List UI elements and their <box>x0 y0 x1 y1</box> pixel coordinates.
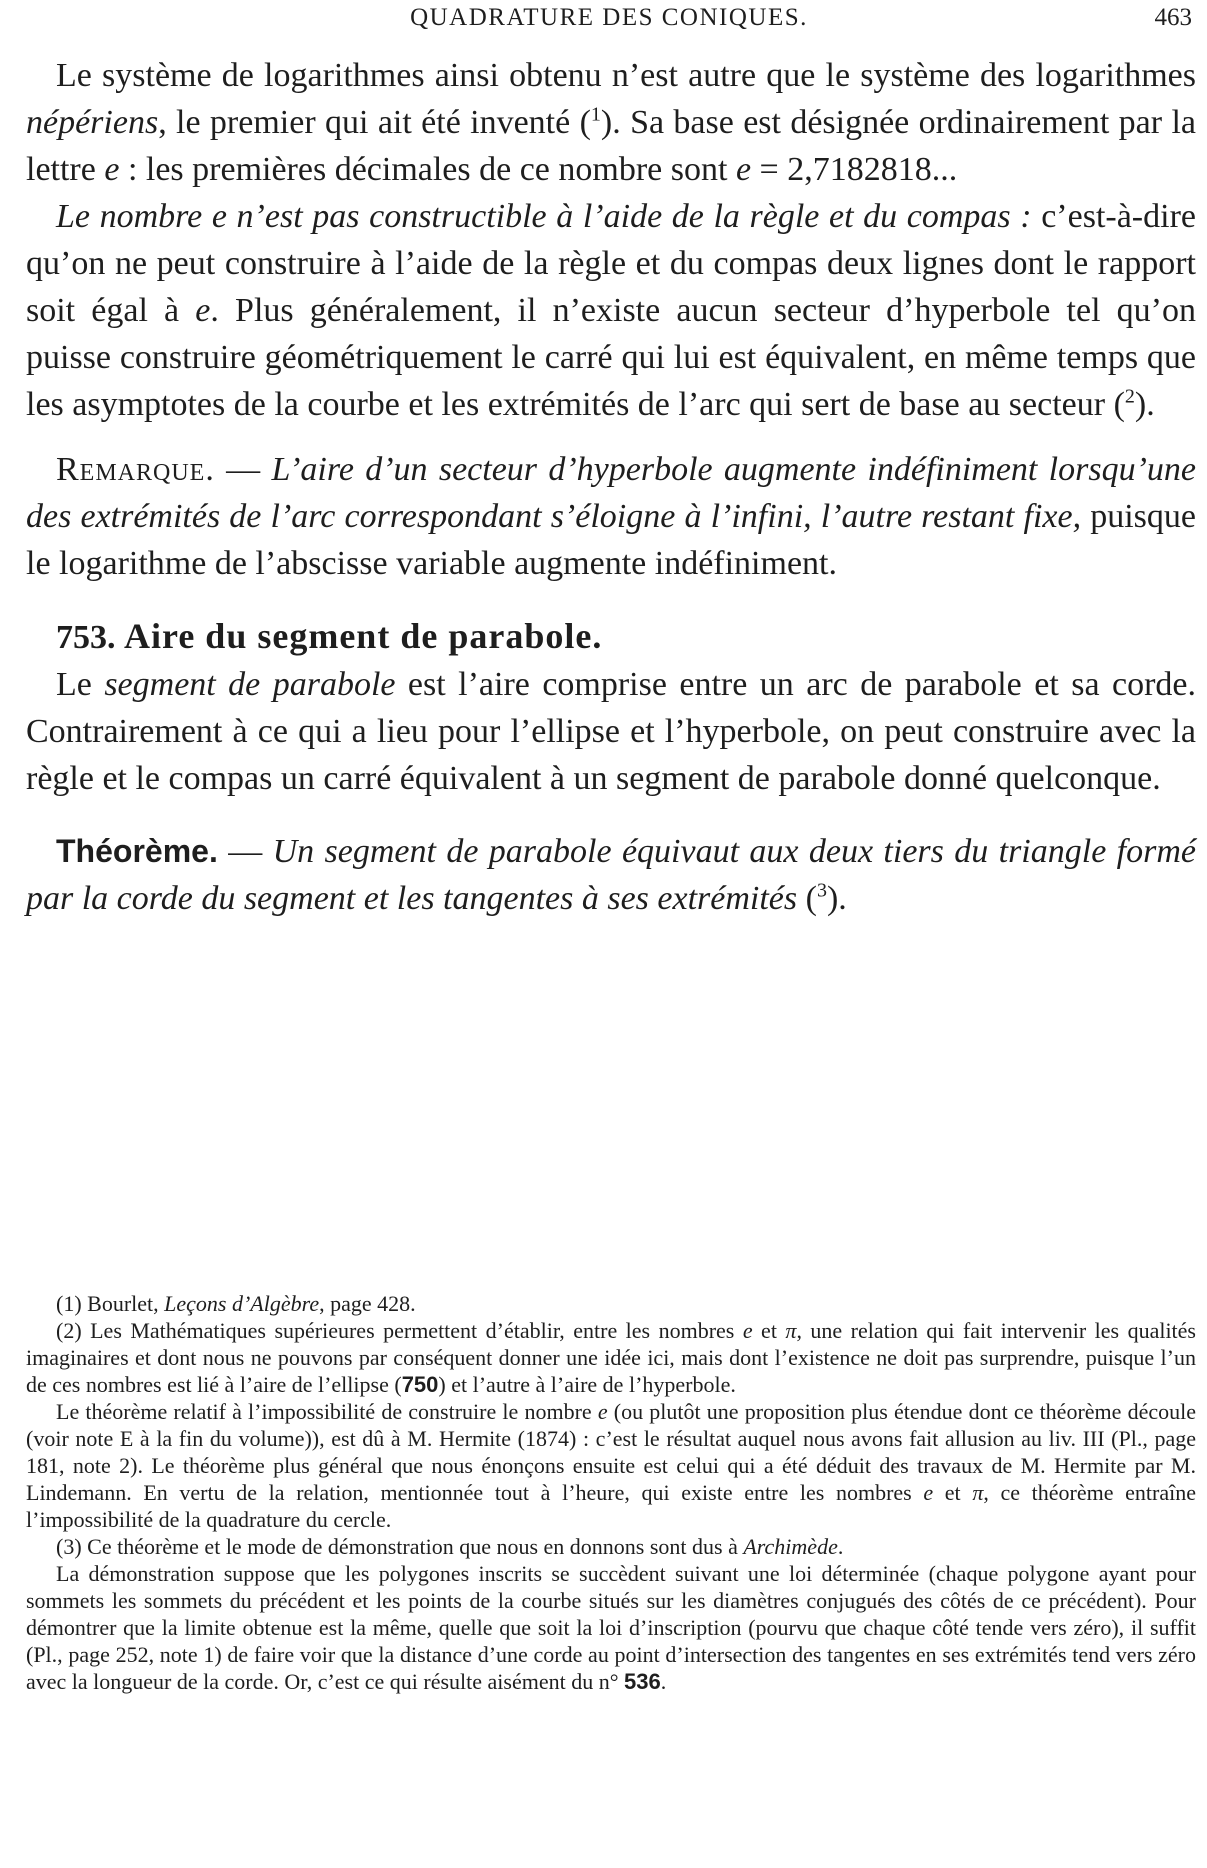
math-symbol: π <box>972 1480 984 1505</box>
running-header <box>24 0 1194 36</box>
math-symbol: π <box>785 1318 797 1343</box>
math-symbol: e <box>195 292 211 329</box>
footnote-2-continued <box>26 1398 1196 1533</box>
text-run: : les premières décimales de ce nombre sont <box>119 151 736 188</box>
text-run: (2) Les Mathématiques supérieures permettent d’établir, entre les nombres <box>56 1318 743 1343</box>
italic-term: segment de parabole <box>104 666 396 703</box>
text-run: Le <box>56 666 105 703</box>
footnote-2 <box>26 1317 1196 1398</box>
footnote-1 <box>26 1290 1196 1317</box>
text-run: , ce théorème entraîne l’impossibilité de la quadrature du cercle. <box>26 1480 1196 1532</box>
footnote-ref: 1 <box>590 103 601 126</box>
text-run: , une relation qui fait intervenir les qualités imaginaires et dont nous ne pouvons par conséquent donner une idée ici, mais dont l’existence ne doit pas surprendre, puisque l’un de ces nombres est lié à l’aire de l’ellipse ( <box>26 1318 1196 1397</box>
section-heading <box>26 613 1196 661</box>
italic-statement: L’aire d’un secteur d’hyperbole augmente indéfiniment lorsqu’une des extrémités de l’arc correspondant s’éloigne à l’infini, l’autre restant fixe, <box>26 451 1196 535</box>
theorem-label: Théorème. <box>56 833 218 869</box>
italic-term: népériens <box>26 104 159 141</box>
text-run: — <box>217 833 273 870</box>
section-title: Aire du segment de parabole. <box>124 616 603 656</box>
text-run: ( <box>797 880 817 917</box>
paragraph-remark <box>26 446 1196 587</box>
footnote-ref: 2 <box>1124 385 1135 408</box>
footnote-ref: 3 <box>816 879 827 902</box>
text-run: , page 428. <box>319 1291 416 1316</box>
text-run: et <box>752 1318 786 1343</box>
page-number: 463 <box>1154 4 1192 31</box>
text-run: (ou plutôt une proposition plus étendue dont ce théorème découle (voir note E à la fin du volume)), est dû à M. Hermite (1874) : c’est le résultat auquel nous avons fait allusion au liv. III (Pl., page 181, note 2). Le théorème plus général que nous énonçons ensuite est celui qui a été déduit des travaux de M. Hermite par M. Lindemann. En vertu de la relation, mentionnée tout à l’heure, qui existe entre les nombres <box>26 1399 1196 1505</box>
text-run: est l’aire comprise entre un arc de parabole et sa corde. Contrairement à ce qui a lieu pour l’ellipse et l’hyperbole, on peut construire avec la règle et le compas un carré équivalent à un segment de parabole donné quelconque. <box>26 666 1196 797</box>
italic-term: Leçons d’Algèbre <box>164 1291 320 1316</box>
main-text <box>26 52 1196 922</box>
footnote-3-continued <box>26 1560 1196 1695</box>
text-run: (1) Bourlet, <box>56 1291 165 1316</box>
text-run: ) et l’autre à l’aire de l’hyperbole. <box>438 1372 736 1397</box>
math-symbol: e <box>742 1318 753 1343</box>
theorem-statement: Un segment de parabole équivaut aux deux tiers du triangle formé par la corde du segment et les tangentes à ses extrémités <box>26 833 1196 917</box>
text-run: et <box>933 1480 973 1505</box>
text-run: La démonstration suppose que les polygones inscrits se succèdent suivant une loi déterminée (chaque polygone ayant pour sommets les sommets du précédent et les points de la courbe situés sur les diamètres conjugués des côtés de ce précédent). Pour démontrer que la limite obtenue est la même, quelle que soit la loi d’inscription (pourvu que chaque côté tende vers zéro), il suffit (Pl., page 252, note 1) de faire voir que la distance d’une corde au point d’intersection des tangentes en ses extrémités tend vers zéro avec la longueur de la corde. Or, c’est ce qui résulte aisément du n° <box>26 1561 1196 1694</box>
math-symbol: e <box>597 1399 608 1424</box>
text-run: , le premier qui ait été inventé ( <box>158 104 591 141</box>
section-number: 753. <box>56 619 116 656</box>
paragraph-theorem <box>26 828 1196 922</box>
footnotes <box>26 1290 1196 1695</box>
paragraph-constructibility <box>26 193 1196 428</box>
text-run: ). <box>826 880 847 917</box>
text-run: = 2,7182818... <box>751 151 958 188</box>
italic-term: Archimède <box>743 1534 838 1559</box>
footnote-3 <box>26 1533 1196 1560</box>
text-run: Le théorème relatif à l’impossibilité de construire le nombre <box>56 1399 598 1424</box>
text-run: c’est-à-dire qu’on ne peut construire à l’aide de la règle et du compas deux lignes dont le rapport soit égal à <box>26 198 1196 329</box>
text-run: Le système de logarithmes ainsi obtenu n’est autre que le système des logarithmes <box>56 57 1196 94</box>
text-run: . <box>660 1669 667 1694</box>
cross-ref: 750 <box>401 1372 439 1397</box>
italic-statement: Le nombre e n’est pas constructible à l’aide de la règle et du compas : <box>56 198 1032 235</box>
text-run: — <box>214 451 272 488</box>
math-symbol: e <box>104 151 120 188</box>
text-run: . Plus généralement, il n’existe aucun secteur d’hyperbole tel qu’on puisse construire géométriquement le carré qui lui est équivalent, en même temps que les asymptotes de la courbe et les extrémités de l’arc qui sert de base au secteur ( <box>26 292 1196 423</box>
paragraph-parabola-segment <box>26 661 1196 802</box>
paragraph-logarithms <box>26 52 1196 193</box>
math-symbol: e <box>923 1480 934 1505</box>
running-title: QUADRATURE DES CONIQUES. <box>410 4 808 31</box>
remark-label: Remarque. <box>56 451 215 488</box>
text-run: . <box>837 1534 844 1559</box>
text-run: puisque le logarithme de l’abscisse variable augmente indéfiniment. <box>26 498 1196 582</box>
cross-ref: 536 <box>624 1669 661 1694</box>
text-run: ). <box>1134 386 1155 423</box>
text-run: ). Sa base est désignée ordinairement par la lettre <box>26 104 1196 188</box>
math-symbol: e <box>735 151 752 188</box>
text-run: (3) Ce théorème et le mode de démonstration que nous en donnons sont dus à <box>56 1534 744 1559</box>
